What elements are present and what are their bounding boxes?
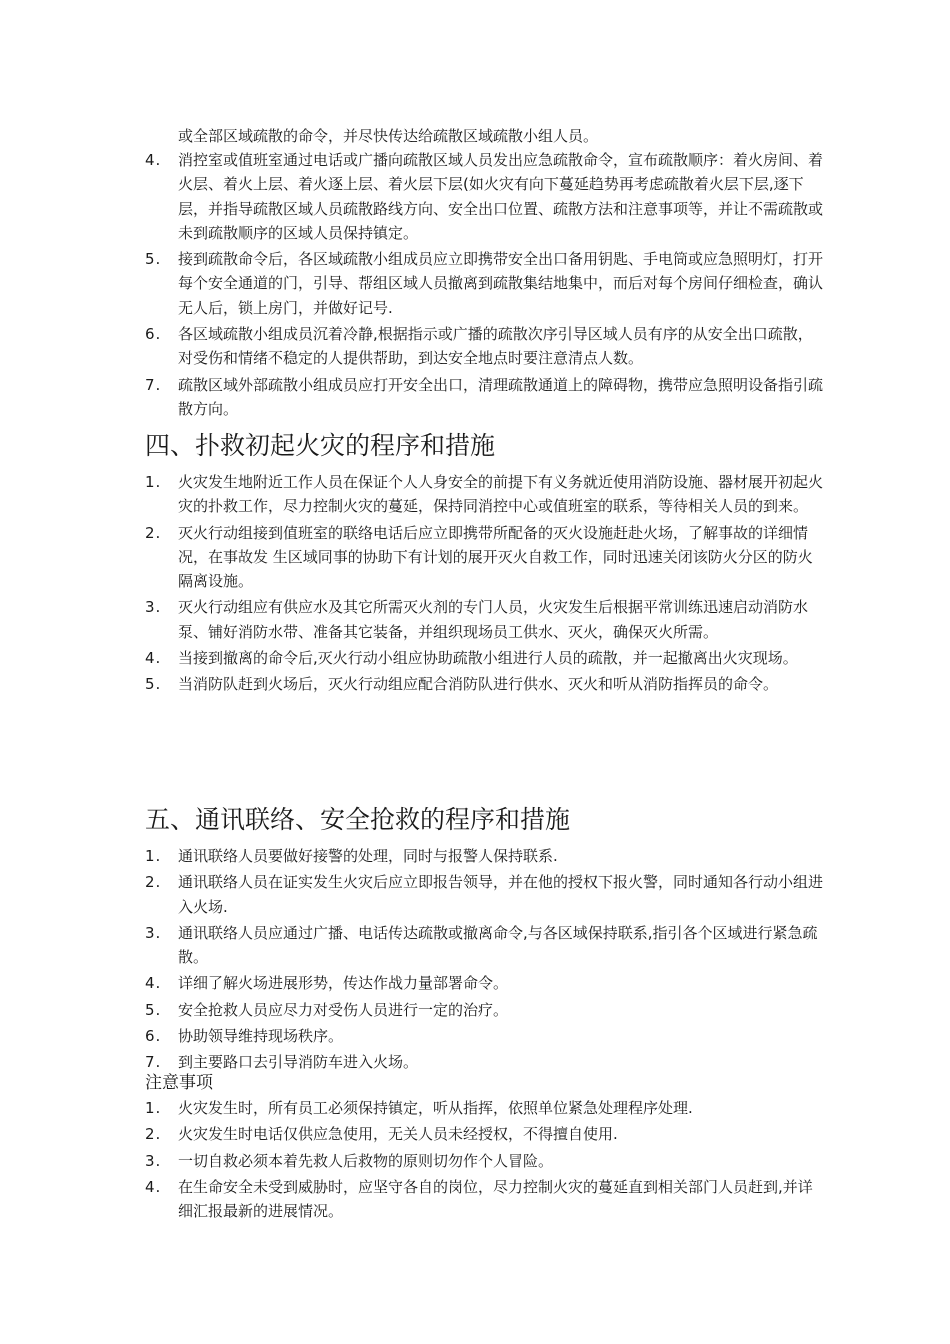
item-number: 4.: [145, 151, 162, 169]
list-item: [145, 1149, 825, 1173]
firefighting-list: [145, 470, 825, 697]
item-number: 2.: [145, 523, 162, 542]
list-item: [145, 373, 825, 422]
item-text: 一切自救必须本着先救人后救物的原则切勿作个人冒险。: [178, 1151, 554, 1170]
item-number: 1.: [145, 1099, 162, 1117]
item-text: 通讯联络人员应通过广播、电话传达疏散或撤离命令,与各区域保持联系,指引各个区域进行紧急疏散。: [178, 923, 818, 967]
item-number: 5.: [145, 675, 162, 694]
list-item: [145, 1024, 825, 1048]
item-number: 7.: [145, 375, 162, 394]
section-notes: [145, 1070, 825, 1225]
item-number: 1.: [145, 847, 162, 865]
section-evacuation: [145, 124, 825, 423]
list-item: [145, 646, 825, 670]
list-item: [145, 870, 825, 919]
item-number: 4.: [145, 1177, 162, 1196]
notes-heading: 注意事项: [145, 1073, 213, 1093]
item-number: 1.: [145, 473, 162, 491]
item-number: 4.: [145, 974, 162, 993]
item-text: 接到疏散命令后，各区域疏散小组成员应立即携带安全出口备用钥匙、手电筒或应急照明灯，打开每个安全通道的门，引导、帮组区域人员撤离到疏散集结地集中，而后对每个房间仔细检查，确认无人后，锁上房门，并做好记号.: [178, 250, 824, 317]
list-item: [145, 921, 825, 970]
item-text: 协助领导维持现场秩序。: [178, 1027, 344, 1046]
section-heading: 四、扑救初起火灾的程序和措施: [145, 431, 496, 460]
item-text: 详细了解火场进展形势，传达作战力量部署命令。: [178, 974, 509, 993]
list-item: [145, 595, 825, 644]
list-item: [145, 844, 825, 868]
item-number: 2.: [145, 873, 162, 892]
list-item: [145, 322, 825, 371]
item-text: 当接到撤离的命令后,灭火行动小组应协助疏散小组进行人员的疏散，并一起撤离出火灾现场。: [178, 649, 798, 668]
item-text: 在生命安全未受到威胁时，应坚守各自的岗位，尽力控制火灾的蔓延直到相关部门人员赶到,并详细汇报最新的进展情况。: [178, 1177, 813, 1221]
item-number: 5.: [145, 1000, 162, 1019]
item-text: 通讯联络人员要做好接警的处理，同时与报警人保持联系.: [178, 847, 558, 865]
item-text: 安全抢救人员应尽力对受伤人员进行一定的治疗。: [178, 1000, 509, 1019]
section-firefighting: [145, 428, 825, 699]
item-number: 6.: [145, 1027, 162, 1046]
item-number: 3.: [145, 598, 162, 617]
item-number: 5.: [145, 250, 162, 269]
item-text: 火灾发生地附近工作人员在保证个人人身安全的前提下有义务就近使用消防设施、器材展开初起火灾的扑救工作，尽力控制火灾的蔓延，保持同消控中心或值班室的联系，等待相关人员的到来。: [178, 473, 824, 516]
communication-list: [145, 844, 825, 1075]
list-item: [145, 672, 825, 696]
section-communication: [145, 802, 825, 1077]
list-item: [145, 998, 825, 1022]
item-text: 火灾发生时电话仅供应急使用，无关人员未经授权，不得擅自使用.: [178, 1125, 618, 1144]
list-item: [145, 470, 825, 519]
section-heading: 五、通讯联络、安全抢救的程序和措施: [145, 805, 571, 834]
item-text: 灭火行动组接到值班室的联络电话后应立即携带所配备的灭火设施赶赴火场，了解事故的详细情况，在事故发 生区域同事的协助下有计划的展开灭火自救工作，同时迅速关闭该防火分区的防火隔离设施。: [178, 523, 813, 591]
item-number: 2.: [145, 1125, 162, 1144]
list-item: [145, 1096, 825, 1120]
item-number: 6.: [145, 325, 162, 344]
item-text: 火灾发生时，所有员工必须保持镇定，听从指挥，依照单位紧急处理程序处理.: [178, 1099, 693, 1117]
notes-list: [145, 1096, 825, 1223]
list-item: [145, 247, 825, 320]
item-number: 7.: [145, 1053, 162, 1072]
list-item: [145, 148, 825, 245]
list-item: [145, 971, 825, 995]
item-text: 疏散区域外部疏散小组成员应打开安全出口，清理疏散通道上的障碍物，携带应急照明设备指引疏散方向。: [178, 375, 824, 418]
continued-paragraph: 或全部区域疏散的命令，并尽快传达给疏散区域疏散小组人员。: [178, 127, 599, 145]
item-number: 3.: [145, 1151, 162, 1170]
list-item: [145, 1122, 825, 1146]
item-text: 到主要路口去引导消防车进入火场。: [178, 1053, 419, 1072]
item-text: 灭火行动组应有供应水及其它所需灭火剂的专门人员，火灾发生后根据平常训练迅速启动消防水泵、铺好消防水带、准备其它装备，并组织现场员工供水、灭火，确保灭火所需。: [178, 598, 809, 641]
item-text: 消控室或值班室通过电话或广播向疏散区域人员发出应急疏散命令，宣布疏散顺序：着火房间、着火层、着火上层、着火逐上层、着火层下层(如火灾有向下蔓延趋势再考虑疏散着火层下层,逐下层，并指导疏散区域人员疏散路线方向、安全出口位置、疏散方法和注意事项等，并让不需疏散或未到疏散顺序的区域人员保持镇定。: [178, 151, 824, 242]
item-text: 当消防队赶到火场后，灭火行动组应配合消防队进行供水、灭火和听从消防指挥员的命令。: [178, 675, 779, 694]
evacuation-list: [145, 148, 825, 421]
item-number: 3.: [145, 923, 162, 942]
item-number: 4.: [145, 649, 162, 668]
item-text: 通讯联络人员在证实发生火灾后应立即报告领导，并在他的授权下报火警，同时通知各行动小组进入火场.: [178, 873, 824, 916]
item-text: 各区域疏散小组成员沉着冷静,根据指示或广播的疏散次序引导区域人员有序的从安全出口疏散，对受伤和情绪不稳定的人提供帮助，到达安全地点时要注意清点人数。: [178, 325, 813, 368]
list-item: [145, 521, 825, 594]
list-item: [145, 1175, 825, 1224]
